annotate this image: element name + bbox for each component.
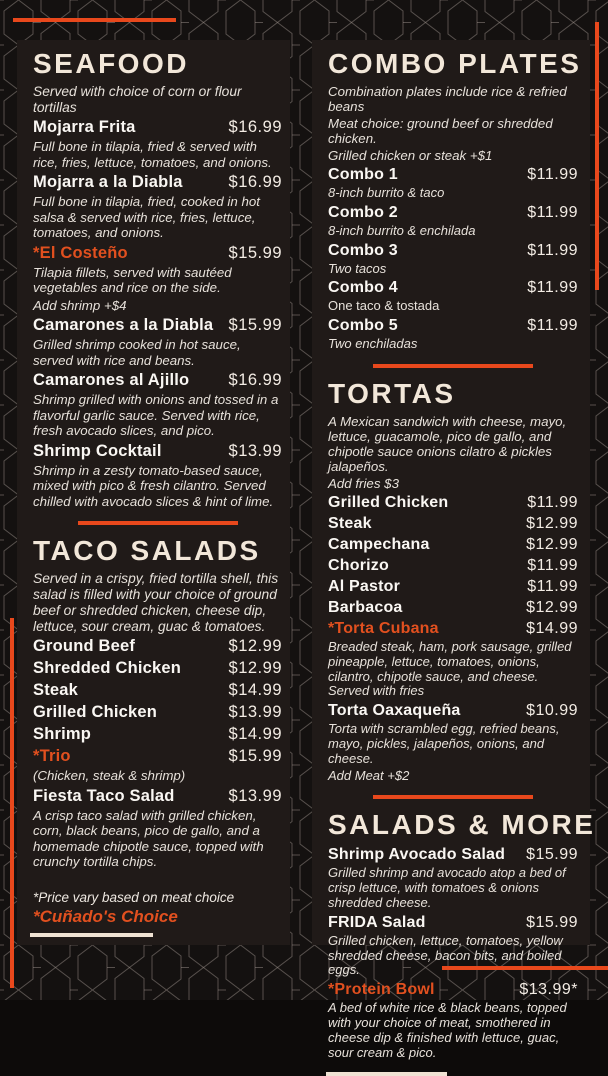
item-price: $15.99 xyxy=(228,243,282,262)
menu-item xyxy=(328,165,578,201)
item-name: Shredded Chicken xyxy=(33,659,182,678)
menu-item xyxy=(328,203,578,239)
menu-item xyxy=(33,172,282,241)
item-name: Grilled Chicken xyxy=(33,703,158,722)
item-price: $15.99 xyxy=(526,846,578,864)
section-combo-plates xyxy=(328,46,582,352)
item-name: Combo 5 xyxy=(328,317,398,335)
menu-item xyxy=(33,636,282,657)
left-footer xyxy=(33,889,234,937)
item-name: FRIDA Salad xyxy=(328,913,426,931)
taco-salads-title: TACO SALADS xyxy=(33,535,261,567)
item-description: One taco & tostada xyxy=(328,298,440,314)
section-taco-salads xyxy=(33,533,282,869)
tortas-intro-note: Add fries $3 xyxy=(328,475,399,491)
right-column-panel xyxy=(312,40,596,1060)
item-name: *El Costeño xyxy=(33,243,128,262)
item-name: Combo 2 xyxy=(328,203,398,221)
item-name: Barbacoa xyxy=(328,598,403,616)
item-price: $13.99* xyxy=(519,981,578,999)
menu-item xyxy=(328,535,578,555)
item-description: Breaded steak, ham, pork sausage, grilled pineapple, lettuce, tomatoes, onions, cilantro, chipotle sauce, and cheese. Served with fries xyxy=(328,638,572,699)
combo-plates-intro-line: Meat choice: ground beef or shredded chicken. xyxy=(328,116,553,146)
menu-item xyxy=(33,441,282,510)
tortas-title: TORTAS xyxy=(328,377,456,409)
item-price: $14.99 xyxy=(228,725,282,744)
section-salads-more xyxy=(328,807,596,1076)
item-description: Tilapia fillets, served with sautéed vegetables and rice on the side. xyxy=(33,264,232,296)
item-price: $10.99 xyxy=(526,702,578,720)
salads-more-title: SALADS & MORE xyxy=(328,809,596,841)
section-seafood xyxy=(33,46,282,509)
item-description: 8-inch burrito & taco xyxy=(328,185,445,200)
item-price: $11.99 xyxy=(527,493,578,511)
item-name: Combo 1 xyxy=(328,166,398,183)
item-description: Full bone in tilapia, fried, cooked in hot salsa & served with rice, fries, lettuce, tomatoes, and onions. xyxy=(33,194,260,241)
menu-item xyxy=(328,619,578,699)
item-description: Two enchiladas xyxy=(328,336,418,352)
menu-item xyxy=(328,598,578,618)
item-price: $15.99 xyxy=(526,913,578,931)
menu-item xyxy=(328,241,578,277)
item-note: Add Meat +$2 xyxy=(328,767,410,783)
item-price: $11.99 xyxy=(527,241,578,259)
item-price: $15.99 xyxy=(228,747,282,766)
menu-item xyxy=(328,556,578,576)
menu-item xyxy=(33,680,282,701)
item-name: Camarones a la Diabla xyxy=(33,316,214,335)
menu-item xyxy=(33,315,282,368)
item-price: $12.99 xyxy=(526,598,578,616)
footer-underline xyxy=(30,933,153,937)
item-name: Shrimp Cocktail xyxy=(33,441,162,460)
combo-plates-intro-line: Grilled chicken or steak +$1 xyxy=(328,148,493,163)
item-name: Steak xyxy=(328,514,372,532)
item-description: A crisp taco salad with grilled chicken, corn, black beans, pico de gallo, and a homemade chipotle sauce, topped with crunchy tortilla chips. xyxy=(33,807,264,870)
item-price: $13.99 xyxy=(228,441,282,460)
item-name: Torta Oaxaqueña xyxy=(328,702,461,720)
menu-item xyxy=(33,658,282,679)
menu-item xyxy=(328,514,578,534)
section-divider xyxy=(78,521,238,525)
item-price: $16.99 xyxy=(228,118,282,137)
section-divider xyxy=(373,364,533,368)
item-note: Add shrimp +$4 xyxy=(33,297,127,313)
item-name: Grilled Chicken xyxy=(328,493,449,511)
seafood-title: SEAFOOD xyxy=(33,48,189,79)
item-price: $16.99 xyxy=(228,371,282,390)
menu-item xyxy=(328,701,578,783)
menu-item xyxy=(328,845,578,910)
item-description: Grilled shrimp and avocado atop a bed of crisp lettuce, with tomatoes & onions shredded cheese. xyxy=(328,865,566,910)
section-divider xyxy=(373,795,533,799)
item-description: A bed of white rice & black beans, topped with your choice of meat, smothered in cheese dip & finished with lettuce, guac, sour cream & pico. xyxy=(328,1000,567,1060)
section-tortas xyxy=(328,376,578,783)
item-name: Camarones al Ajillo xyxy=(33,371,190,390)
item-description: Grilled shrimp cooked in hot sauce, served with rice and beans. xyxy=(33,337,241,368)
menu-item xyxy=(33,786,282,870)
item-description: Grilled chicken, lettuce, tomatoes, yellow shredded cheese, bacon bits, and boiled eggs. xyxy=(328,932,563,978)
item-price: $11.99 xyxy=(527,556,578,574)
item-price: $12.99 xyxy=(526,535,578,553)
item-name: Shrimp Avocado Salad xyxy=(328,846,506,864)
item-description: Shrimp in a zesty tomato-based sauce, mixed with pico & fresh cilantro. Served chilled with avocado slices & hint of lime. xyxy=(33,462,274,509)
menu-item xyxy=(33,370,282,439)
menu-item xyxy=(328,316,578,352)
menu-item xyxy=(33,724,282,745)
item-price: $12.99 xyxy=(526,514,578,532)
item-description: (Chicken, steak & shrimp) xyxy=(33,768,186,784)
item-name: *Trio xyxy=(33,747,71,766)
item-name: Chorizo xyxy=(328,556,389,574)
taco-salads-intro: Served in a crispy, fried tortilla shell, this salad is filled with your choice of ground beef or shredded chicken, cheese dip, lettuce, sour cream, guac & tomatoes. xyxy=(33,571,279,634)
item-name: Combo 3 xyxy=(328,241,398,259)
item-name: Campechana xyxy=(328,535,430,553)
item-price: $12.99 xyxy=(228,659,282,678)
menu-item xyxy=(328,913,578,978)
menu-item xyxy=(33,702,282,723)
item-name: *Protein Bowl xyxy=(328,981,435,999)
item-price: $13.99 xyxy=(228,703,282,722)
item-name: Mojarra Frita xyxy=(33,118,136,137)
item-name: Shrimp xyxy=(33,725,92,744)
price-disclaimer: *Price vary based on meat choice xyxy=(33,890,235,905)
combo-plates-intro-line: Combination plates include rice & refried beans xyxy=(328,84,567,114)
item-name: Al Pastor xyxy=(328,577,401,595)
left-edge-accent-line xyxy=(10,618,14,988)
item-price: $11.99 xyxy=(527,317,578,335)
item-price: $11.99 xyxy=(527,203,578,221)
item-name: Steak xyxy=(33,681,79,700)
item-price: $15.99 xyxy=(228,316,282,335)
menu-item xyxy=(328,980,578,1060)
seafood-intro: Served with choice of corn or flour tortillas xyxy=(33,84,242,115)
menu-item xyxy=(33,117,282,170)
menu-item xyxy=(328,278,578,314)
item-price: $11.99 xyxy=(527,279,578,297)
item-name: Ground Beef xyxy=(33,637,136,656)
tortas-intro: A Mexican sandwich with cheese, mayo, lettuce, guacamole, pico de gallo, and chipotle sauce onions cilatro & pickles jalapeños. xyxy=(328,413,567,474)
right-footer-underline xyxy=(326,1072,447,1076)
item-description: 8-inch burrito & enchilada xyxy=(328,222,476,238)
item-price: $14.99 xyxy=(526,619,578,637)
item-price: $12.99 xyxy=(228,637,282,656)
item-description: Full bone in tilapia, fried & served with rice, fries, lettuce, tomatoes, and onions. xyxy=(33,139,272,170)
item-name: Fiesta Taco Salad xyxy=(33,786,175,805)
menu-item xyxy=(328,577,578,597)
item-price: $11.99 xyxy=(527,166,578,183)
top-left-accent-line xyxy=(13,18,176,22)
item-description: Torta with scrambled egg, refried beans, mayo, pickles, jalapeños, onions, and cheese. xyxy=(328,721,560,766)
item-name: *Torta Cubana xyxy=(328,619,439,637)
item-name: Combo 4 xyxy=(328,279,398,297)
menu-item xyxy=(328,493,578,513)
right-edge-accent-line xyxy=(595,22,599,290)
menu-item xyxy=(33,243,282,314)
left-column-panel xyxy=(17,40,290,945)
item-price: $13.99 xyxy=(228,786,282,805)
cunados-choice-label: *Cuñado's Choice xyxy=(33,907,178,926)
item-price: $11.99 xyxy=(527,577,578,595)
item-name: Mojarra a la Diabla xyxy=(33,173,183,192)
combo-plates-title: COMBO PLATES xyxy=(328,48,582,79)
item-price: $14.99 xyxy=(228,681,282,700)
item-description: Two tacos xyxy=(328,260,387,276)
menu-item xyxy=(33,746,282,784)
item-price: $16.99 xyxy=(228,173,282,192)
item-description: Shrimp grilled with onions and tossed in a flavorful garlic sauce. Served with rice, fresh avocado slices, and pico. xyxy=(33,392,279,439)
